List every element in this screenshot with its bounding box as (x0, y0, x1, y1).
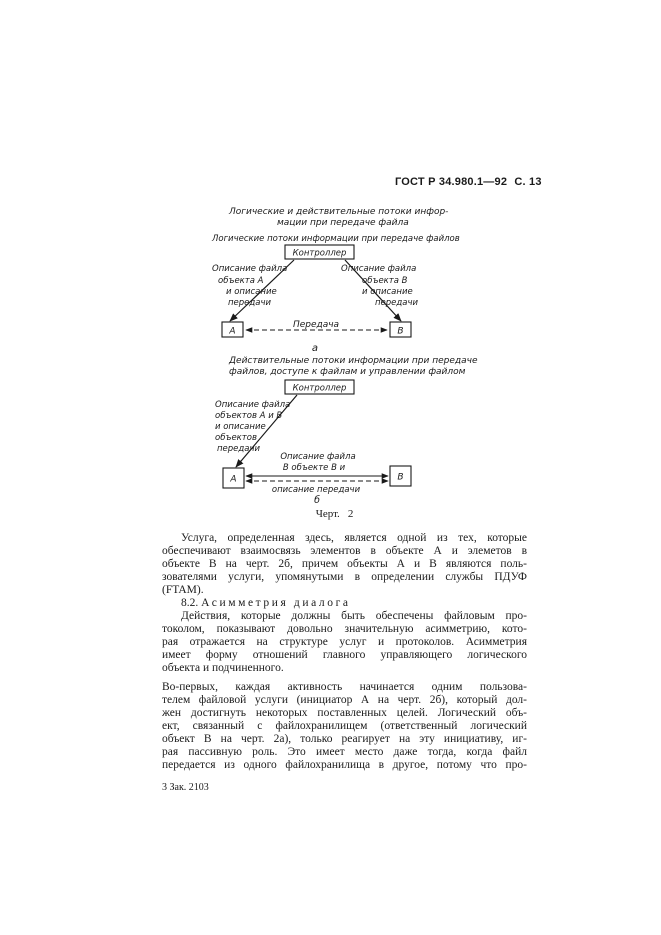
part-b-left-desc-1: Описание файла (215, 400, 291, 410)
part-b-left-description (215, 400, 290, 454)
part-a-right-description (341, 264, 419, 308)
p1-line-2: обеспечивают взаимосвязь элементов в объекте А и элеметов в (162, 545, 527, 557)
part-b-left-desc-3: и описание (215, 422, 266, 432)
p3-line-1: Во-первых, каждая активность начинается одним пользова- (162, 681, 527, 693)
part-b-box-b-label: В (397, 472, 404, 483)
p2-line-3: рая отражается на структуре услуг и протоколов. Асимметрия (162, 636, 527, 648)
part-a-box-a-label: А (229, 326, 236, 337)
part-b-controller-label: Контроллер (292, 383, 347, 394)
part-b-left-desc-5: передачи (217, 444, 261, 454)
p2-line-2: токолом, показывают довольно значительную асимметрию, кото- (162, 623, 527, 635)
part-b-title-line1: Действительные потоки информации при передаче (229, 356, 478, 366)
p3-line-2: телем файловой услуги (инициатор А на черт. 2б), который дол- (162, 694, 527, 706)
part-a-left-desc-3: и описание (226, 287, 277, 297)
section-title: Асимметрия диалога (201, 597, 351, 609)
p3-line-7: передается из одного файлохранилища в другое, потому что про- (162, 759, 527, 771)
part-a-left-desc-2: объекта А (218, 276, 264, 286)
part-b-mid-desc-2: В объекте В и (282, 463, 346, 473)
p3-line-6: рая пассивную роль. Это имеет место даже тогда, когда файл (162, 746, 527, 758)
part-a-controller-label: Контроллер (292, 248, 347, 259)
part-a-left-description (212, 264, 287, 308)
p3-line-4: ект, связанный с файлохранилищем (ответственный логический (162, 720, 527, 732)
section-number: 8.2. (181, 597, 199, 609)
figure-caption-number: 2 (347, 508, 354, 520)
part-a-title-line2: мации при передаче файла (277, 218, 409, 228)
part-b-label: б (314, 495, 320, 506)
figure-caption (0, 508, 661, 520)
p1-line-5: (FTAM). (162, 584, 204, 596)
part-a-right-desc-3: и описание (362, 287, 413, 297)
part-b-box-a-label: А (230, 474, 237, 485)
part-a-left-desc-4: передачи (228, 298, 272, 308)
part-b-bottom-desc: описание передачи (271, 485, 361, 495)
part-a-right-desc-2: объекта В (362, 276, 408, 286)
part-a-transfer-label: Передача (292, 320, 340, 330)
part-a-label: а (311, 343, 319, 354)
section-heading (181, 597, 351, 610)
p2-line-4: имеет форму отношений главного управляющего логического (162, 649, 527, 661)
figure-caption-text: Черт. (315, 508, 340, 520)
part-b-mid-desc-1: Описание файла (280, 452, 356, 462)
p2-line-5: объекта и подчиненного. (162, 662, 284, 674)
standard-code: ГОСТ Р 34.980.1—92 (395, 176, 508, 188)
p1-line-4: зователями услуги, упомянутыми в определении службы ПДУФ (162, 571, 527, 583)
page-number: С. 13 (514, 176, 542, 188)
p1-line-3: объекте В на черт. 2б, причем объекты А и В являются поль- (162, 558, 527, 570)
part-a-subtitle: Логические потоки информации при передаче файлов (212, 234, 460, 244)
part-a-left-desc-1: Описание файла (212, 264, 288, 274)
part-a-right-desc-1: Описание файла (341, 264, 417, 274)
p1-line-1: Услуга, определенная здесь, является одной из тех, которые (181, 532, 527, 544)
part-b-left-desc-2: объектов А и В (215, 411, 283, 421)
part-a-title-line1: Логические и действительные потоки инфор- (229, 207, 449, 217)
part-a-right-desc-4: передачи (375, 298, 419, 308)
part-a-box-b-label: В (397, 326, 404, 337)
part-b-title-line2: файлов, доступе к файлам и управлении файлом (229, 367, 466, 377)
p3-line-5: объект В на черт. 2а), только реагирует на эту инициативу, иг- (162, 733, 527, 745)
part-b-left-desc-4: объектов (215, 433, 257, 443)
p3-line-3: жен достигнуть некоторых поставленных целей. Логический объ- (162, 707, 527, 719)
footer-note: 3 Зак. 2103 (162, 782, 209, 793)
p2-line-1: Действия, которые должны быть обеспечены файловым про- (181, 610, 527, 622)
